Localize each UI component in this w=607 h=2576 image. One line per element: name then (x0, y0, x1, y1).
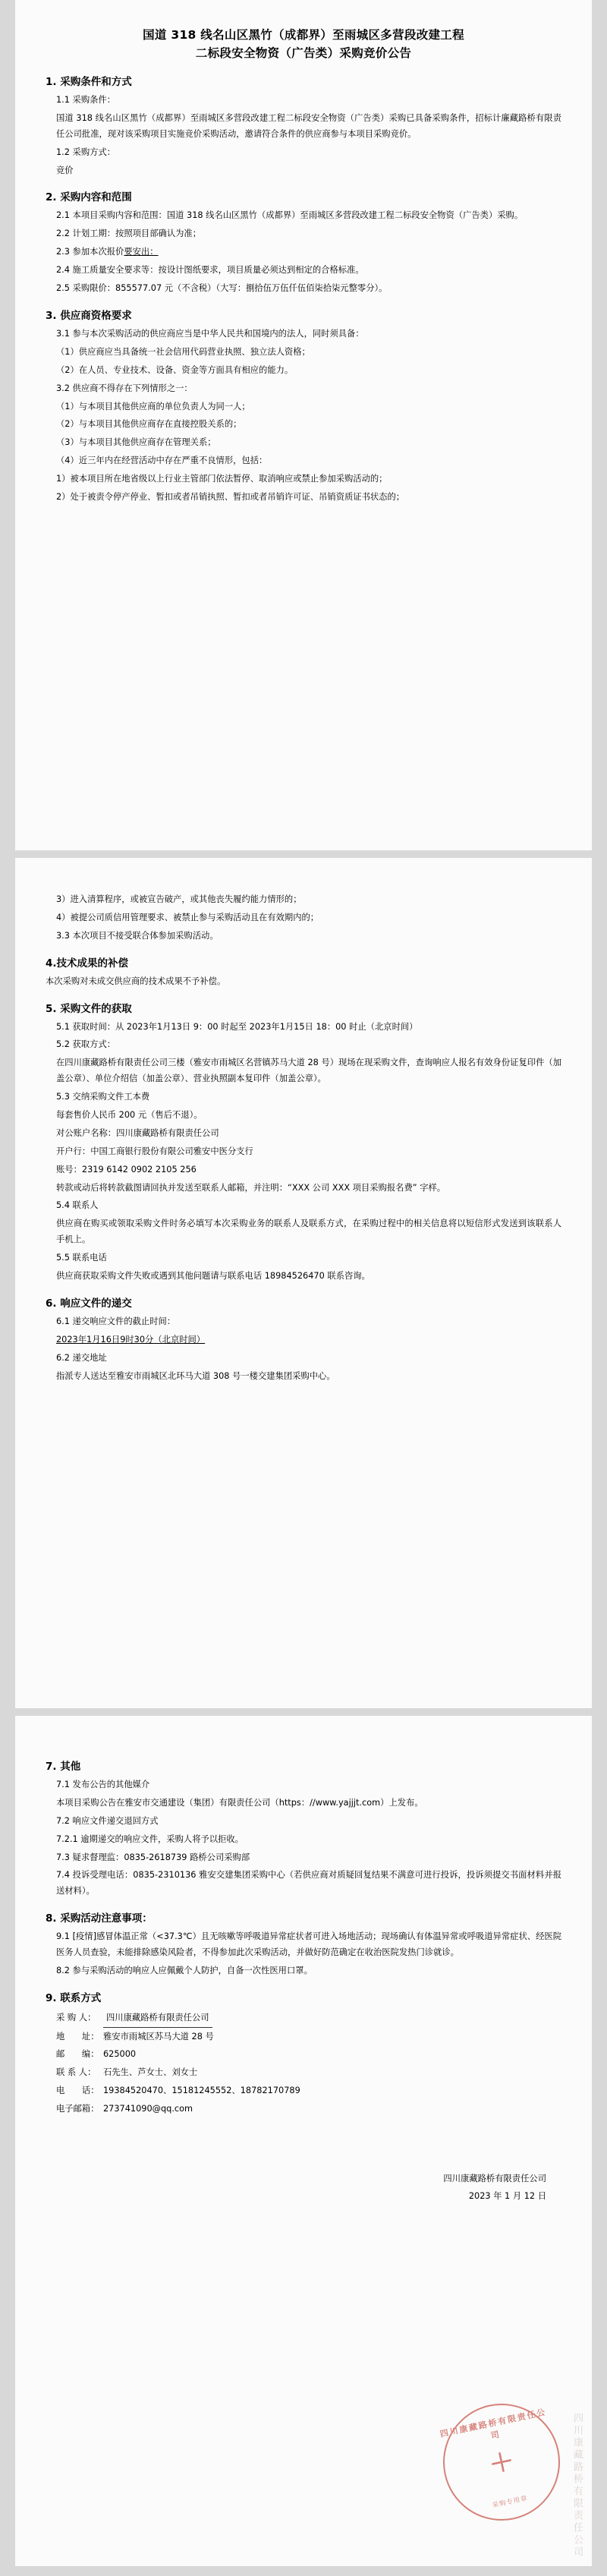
section-2-item-5: 2.5 采购限价：855577.07 元（不含税）（大写：捌拾伍万伍仟伍佰柒拾柒元整零分）。 (56, 283, 388, 294)
section-3-p8: （4）近三年内在经营活动中存在严重不良情形，包括： (56, 456, 268, 466)
section-3-p6: （2）与本项目其他供应商存在直接控股关系的； (56, 419, 242, 430)
section-6-p2-body: 指派专人送达至雅安市雨城区北环马大道 308 号一楼交建集团采购中心。 (56, 1370, 335, 1381)
contact-row-phone (46, 2082, 561, 2100)
document-page-3 (15, 1716, 592, 2566)
section-5-p2-title: 5.2 获取方式： (56, 1039, 116, 1050)
section-2-item-3-text: 2.3 参加本次报价 (56, 247, 124, 257)
section-2-item-4: 2.4 施工质量安全要求等：按设计图纸要求，项目质量必须达到相定的合格标准。 (56, 265, 364, 276)
section-5-p3-title: 5.3 交纳采购文件工本费 (56, 1092, 150, 1102)
section-3-p5: （1）与本项目其他供应商的单位负责人为同一人； (56, 401, 250, 411)
seal-top-text: 四川康藏路桥有限责任公司 (439, 2407, 548, 2442)
contact-label-phone: 电 话： (56, 2085, 99, 2095)
section-7-p2b: 7.2.1 逾期递交的响应文件，采购人将予以拒收。 (56, 1833, 244, 1844)
contact-value-person: 石先生、芦女士、刘女士 (103, 2067, 198, 2078)
contact-row-address (46, 2028, 561, 2046)
section-3-p4: 3.2 供应商不得存在下列情形之一： (56, 383, 193, 393)
section-heading-4: 4.技术成果的补偿 (46, 957, 129, 970)
section-6-deadline: 2023年1月16日9时30分（北京时间） (56, 1334, 206, 1345)
section-6-p1-title: 6.1 递交响应文件的截止时间： (56, 1316, 176, 1326)
official-seal-stamp (432, 2393, 571, 2532)
section-2-item-2: 2.2 计划工期：按照项目部确认为准； (56, 229, 202, 239)
section-2-item-3 (46, 244, 561, 260)
page-title: 国道 318 线名山区黑竹（成都界）至雨城区多营段改建工程 二标段安全物资（广告类）采购竞价公告 (143, 28, 464, 61)
section-5-p4: 对公账户名称：四川康藏路桥有限责任公司 (56, 1127, 219, 1138)
section-heading-2: 2. 采购内容和范围 (46, 191, 132, 204)
watermark-text: 四川康藏路桥有限责任公司 (571, 2413, 583, 2559)
section-8-p2: 8.2 参与采购活动的响应人应佩戴个人防护，自备一次性医用口罩。 (56, 1966, 313, 1976)
section-8-p1: 9.1 [疫情]感冒体温正常（<37.3℃）且无咳嗽等呼吸道异常症状者可进入场地活动；现场确认有体温异常或呼吸道异常症状、经医院医务人员查验，未能排除感染风险者，不得参加此次采购活动，并做好防范确定在收治医院发热门诊就诊。 (56, 1931, 561, 1958)
section-heading-8: 8. 采购活动注意事项： (46, 1912, 153, 1925)
document-page-1 (15, 0, 592, 850)
section-1-sub1-body: 国道 318 线名山区黑竹（成都界）至雨城区多营段改建工程二标段安全物资（广告类）采购已具备采购条件，招标计廉藏路桥有限责任公司批准，现对该采购项目实施竞价采购活动，邀请符合条件的供应商参与本项目采购竞价。 (56, 112, 561, 139)
section-5-p9-title: 5.5 联系电话 (56, 1253, 107, 1263)
section-2-item-1: 2.1 本项目采购内容和范围：国道 318 线名山区黑竹（成都界）至雨城区多营段改建工程二标段安全物资（广告类）采购。 (56, 210, 524, 221)
contact-label-purchaser: 采 购 人： (56, 2012, 96, 2023)
section-5-p5: 开户行：中国工商银行股份有限公司雅安中医分支行 (56, 1146, 253, 1156)
section-3-p2: （1）供应商应当具备统一社会信用代码营业执照、独立法人资格； (56, 346, 310, 357)
section-7-p2: 7.2 响应文件递交退回方式 (56, 1815, 159, 1826)
section-5-p3-body: 每套售价人民币 200 元（售后不退）。 (56, 1110, 203, 1121)
section-3-p1: 3.1 参与本次采购活动的供应商应当是中华人民共和国境内的法人，同时须具备： (56, 328, 364, 339)
section-7-p3: 7.3 疑求督理监：0835-2618739 路桥公司采购部 (56, 1852, 250, 1862)
section-2-item-3-underline: 要安出： (124, 247, 159, 257)
section-3-p9: 1）被本项目所在地省级以上行业主管部门依法暂停、取消响应或禁止参加采购活动的； (56, 474, 388, 484)
section-3-p11: 3）进入清算程序，或被宣告破产，或其他丧失履约能力情形的； (56, 894, 302, 904)
section-5-p9-body: 供应商获取采购文件失败或遇到其他问题请与联系电话 18984526470 联系咨询。 (56, 1271, 370, 1282)
section-heading-7: 7. 其他 (46, 1761, 81, 1773)
section-5-p2-body: 在四川康藏路桥有限责任公司三楼（雅安市雨城区名营镇苏马大道 28 号）现场在现采购文件，查询响应人报名有效身份证复印件（加盖公章）、单位介绍信（加盖公章）、营业执照副本复印件（加盖公章）。 (56, 1058, 561, 1084)
contact-value-phone: 19384520470、15181245552、18782170789 (103, 2085, 300, 2095)
section-1-sub1-title: 1.1 采购条件： (56, 95, 116, 106)
section-1-sub2-title: 1.2 采购方式： (56, 147, 116, 157)
section-5-p8-title: 5.4 联系人 (56, 1200, 99, 1211)
contact-row-person (46, 2064, 561, 2082)
section-1-sub2-body: 竞价 (56, 165, 74, 175)
section-heading-3: 3. 供应商资格要求 (46, 309, 132, 322)
section-heading-6: 6. 响应文件的递交 (46, 1297, 132, 1310)
section-5-p8-body: 供应商在购买或领取采购文件时务必填写本次采购业务的联系人及联系方式，在采购过程中的相关信息将以短信形式发送到该联系人手机上。 (56, 1219, 561, 1245)
contact-row-email (46, 2100, 561, 2118)
section-7-p1b: 本项目采购公告在雅安市交通建设（集团）有限责任公司（https：//www.yajjjt.com）上发布。 (56, 1797, 423, 1808)
section-3-p3: （2）在人员、专业技术、设备、资金等方面具有相应的能力。 (56, 364, 294, 375)
signature-block (46, 2171, 561, 2205)
section-5-p7: 转款或动后将转款截图请回执并发送至联系人邮箱，并注明：“XXX 公司 XXX 项目采购报名费” 字样。 (56, 1182, 446, 1193)
contact-label-email: 电子邮箱： (56, 2103, 99, 2114)
contact-label-address: 地 址： (56, 2031, 99, 2042)
contact-row-purchaser (46, 2009, 561, 2028)
section-5-p1: 5.1 获取时间：从 2023年1月13日 9：00 时起至 2023年1月15日 18：00 时止（北京时间） (56, 1021, 418, 1032)
contact-value-postcode: 625000 (103, 2049, 137, 2060)
seal-bottom-text: 采购专用章 (491, 2494, 529, 2510)
section-3-p10: 2）处于被责令停产停业、暂扣或者吊销执照、暂扣或者吊销许可证、吊销资质证书状态的； (56, 491, 405, 502)
contact-value-email: 273741090@qq.com (103, 2103, 193, 2114)
section-7-p4: 7.4 投诉受理电话：0835-2310136 雅安交建集团采购中心（若供应商对质疑回复结果不满意可进行投诉，投诉须提交书面材料并报送材料）。 (56, 1870, 561, 1897)
signature-org: 四川康藏路桥有限责任公司 (443, 2174, 546, 2184)
section-7-p1: 7.1 发布公告的其他媒介 (56, 1780, 150, 1789)
contact-label-person: 联 系 人： (56, 2067, 96, 2078)
signature-date: 2023 年 1 月 12 日 (468, 2190, 546, 2201)
section-3-p12: 4）被提公司质信用管理要求、被禁止参与采购活动且在有效期内的； (56, 912, 319, 922)
section-heading-9: 9. 联系方式 (46, 1991, 102, 2004)
section-5-p6: 账号：2319 6142 0902 2105 256 (56, 1164, 197, 1174)
section-3-p7: （3）与本项目其他供应商存在管理关系； (56, 437, 216, 448)
section-4-body: 本次采购对未成交供应商的技术成果不予补偿。 (46, 976, 226, 986)
section-6-p2-title: 6.2 递交地址 (56, 1352, 107, 1363)
contact-label-postcode: 邮 编： (56, 2049, 99, 2060)
document-page-2 (15, 858, 592, 1708)
contact-value-address: 雅安市雨城区苏马大道 28 号 (103, 2031, 214, 2042)
contact-value-purchaser: 四川康藏路桥有限责任公司 (103, 2009, 212, 2028)
section-heading-1: 1. 采购条件和方式 (46, 76, 132, 89)
section-heading-5: 5. 采购文件的获取 (46, 1002, 132, 1015)
contact-row-postcode (46, 2045, 561, 2064)
section-3-p13: 3.3 本次项目不接受联合体参加采购活动。 (56, 930, 219, 941)
